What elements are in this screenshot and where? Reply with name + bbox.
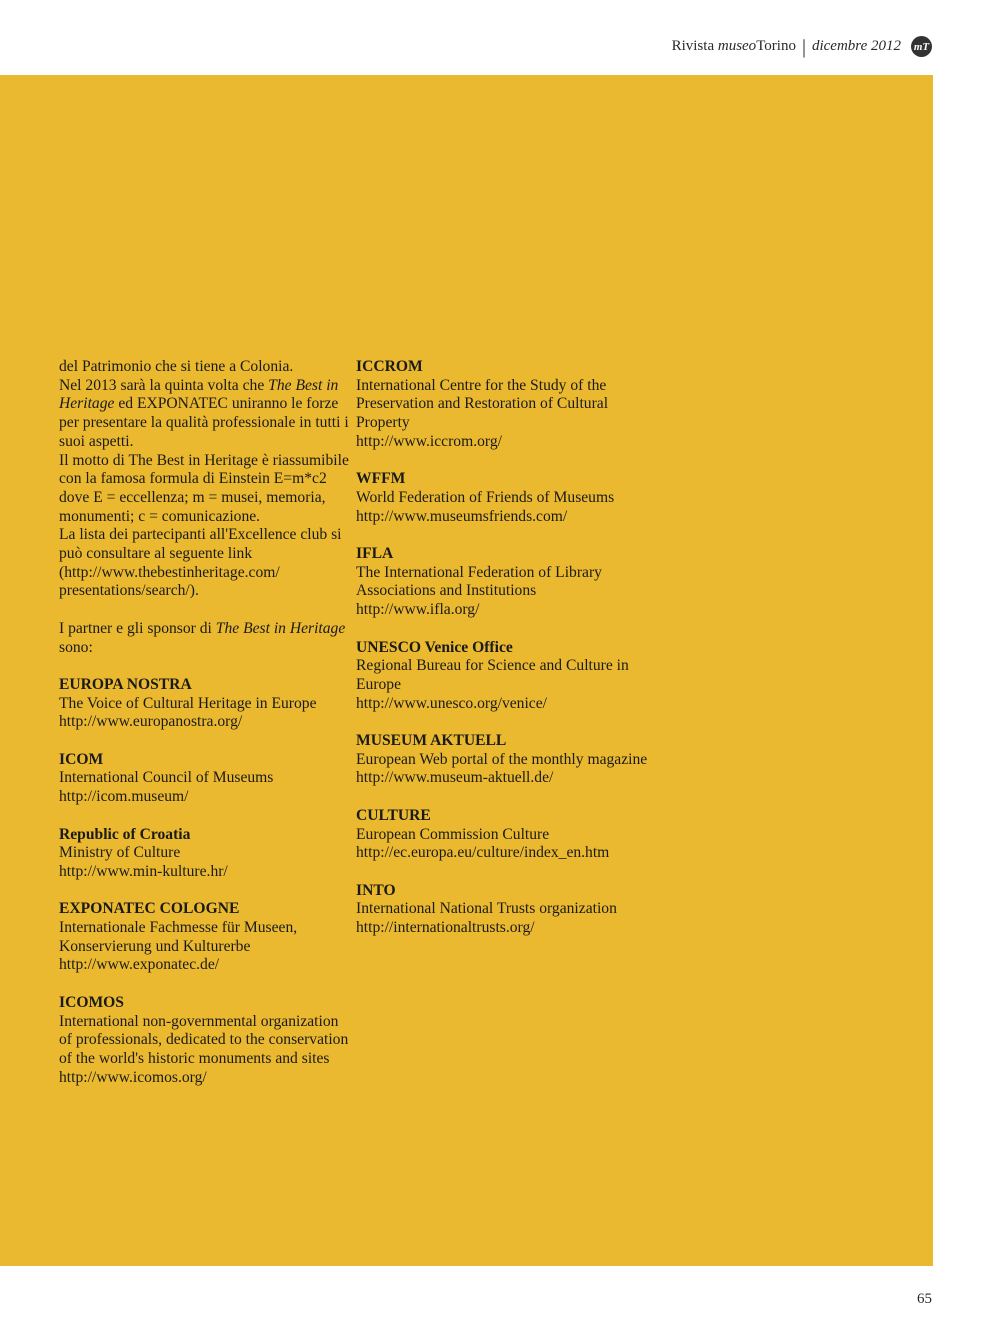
page-number: 65 xyxy=(917,1291,932,1307)
partner-url[interactable]: http://icom.museum/ xyxy=(59,788,189,806)
partner-name: EXPONATEC COLOGNE xyxy=(59,900,240,918)
partner-name: EUROPA NOSTRA xyxy=(59,675,192,693)
intro-line: del Patrimonio che si tiene a Colonia. xyxy=(59,358,294,375)
partner-url[interactable]: http://www.museum-aktuell.de/ xyxy=(356,769,554,787)
partner-entry xyxy=(356,470,656,526)
partner-url[interactable]: http://internationaltrusts.org/ xyxy=(356,919,535,936)
partner-url[interactable]: http://www.museumsfriends.com/ xyxy=(356,507,568,525)
right-column xyxy=(356,358,656,938)
issue-date: dicembre 2012 xyxy=(811,38,901,54)
partner-name: ICOMOS xyxy=(59,993,124,1011)
partner-entry xyxy=(59,676,349,732)
motto-paragraph: Il motto di The Best in Heritage è riassumibile con la famosa formula di Einstein E=m*c2 dove E = eccellenza; m = musei, memoria, monumenti; c = comunicazione. xyxy=(59,451,349,525)
partner-name: INTO xyxy=(356,881,396,899)
partner-list-right xyxy=(356,358,656,938)
partner-name: ICOM xyxy=(59,750,104,768)
partner-description: European Web portal of the monthly magazine xyxy=(356,750,648,768)
partner-description: Regional Bureau for Science and Culture in Europe xyxy=(356,657,629,693)
header-separator: | xyxy=(801,35,806,58)
partner-description: Ministry of Culture xyxy=(59,844,181,862)
partner-url[interactable]: http://www.iccrom.org/ xyxy=(356,432,502,450)
partner-entry xyxy=(356,882,656,938)
partner-entry xyxy=(59,900,349,975)
partner-url[interactable]: http://www.ifla.org/ xyxy=(356,601,480,619)
partner-name: UNESCO Venice Office xyxy=(356,638,513,656)
partner-entry xyxy=(356,732,656,788)
partner-name: WFFM xyxy=(356,470,406,488)
partners-intro: I partner e gli sponsor di The Best in Heritage sono: xyxy=(59,619,346,656)
partner-description: World Federation of Friends of Museums xyxy=(356,488,615,506)
partner-name: IFLA xyxy=(356,545,394,562)
partner-description: International Centre for the Study of the Preservation and Restoration of Cultural Property xyxy=(356,376,609,432)
partner-name: ICCROM xyxy=(356,358,423,375)
partner-description: International non-governmental organization of professionals, dedicated to the conservation of the world's historic monuments and sites xyxy=(59,1012,349,1067)
partner-url[interactable]: http://www.icomos.org/ xyxy=(59,1068,207,1086)
running-header xyxy=(672,36,932,57)
magazine-name: Rivista museoTorino xyxy=(671,38,796,54)
partner-url[interactable]: http://www.unesco.org/venice/ xyxy=(356,694,547,712)
partner-description: European Commission Culture xyxy=(356,825,550,843)
magazine-logo-icon: mT xyxy=(911,36,932,57)
partner-description: The Voice of Cultural Heritage in Europe xyxy=(59,694,317,712)
partner-url[interactable]: http://ec.europa.eu/culture/index_en.htm xyxy=(356,844,610,862)
magazine-name-italic: museo xyxy=(717,38,757,54)
partner-entry xyxy=(59,994,349,1088)
partner-list-left xyxy=(59,676,349,1087)
partner-url[interactable]: http://www.europanostra.org/ xyxy=(59,713,243,731)
partner-url[interactable]: http://www.min-kulture.hr/ xyxy=(59,862,228,880)
partner-entry xyxy=(59,751,349,807)
partner-name: Republic of Croatia xyxy=(59,825,191,843)
partner-description: International Council of Museums xyxy=(59,769,274,787)
partner-name: CULTURE xyxy=(356,806,431,824)
partner-url[interactable]: http://www.exponatec.de/ xyxy=(59,956,220,974)
intro-paragraph: Nel 2013 sarà la quinta volta che The Best in Heritage ed EXPONATEC uniranno le forze per presentare la qualità professionale in tutti i suoi aspetti. xyxy=(59,376,349,450)
partner-name: MUSEUM AKTUELL xyxy=(356,732,507,749)
left-column xyxy=(59,358,349,1087)
partner-entry xyxy=(59,826,349,882)
partner-entry xyxy=(356,639,656,714)
list-paragraph: La lista dei partecipanti all'Excellence club si può consultare al seguente link (http://www.thebestinheritage.com/ presentations/search/). xyxy=(59,526,342,600)
partner-entry xyxy=(356,358,656,452)
partner-entry xyxy=(356,807,656,863)
partner-description: International National Trusts organization xyxy=(356,900,617,918)
partner-entry xyxy=(356,545,656,620)
partner-description: The International Federation of Library Associations and Institutions xyxy=(356,563,602,600)
partner-description: Internationale Fachmesse für Museen, Konservierung und Kulturerbe xyxy=(59,919,298,955)
